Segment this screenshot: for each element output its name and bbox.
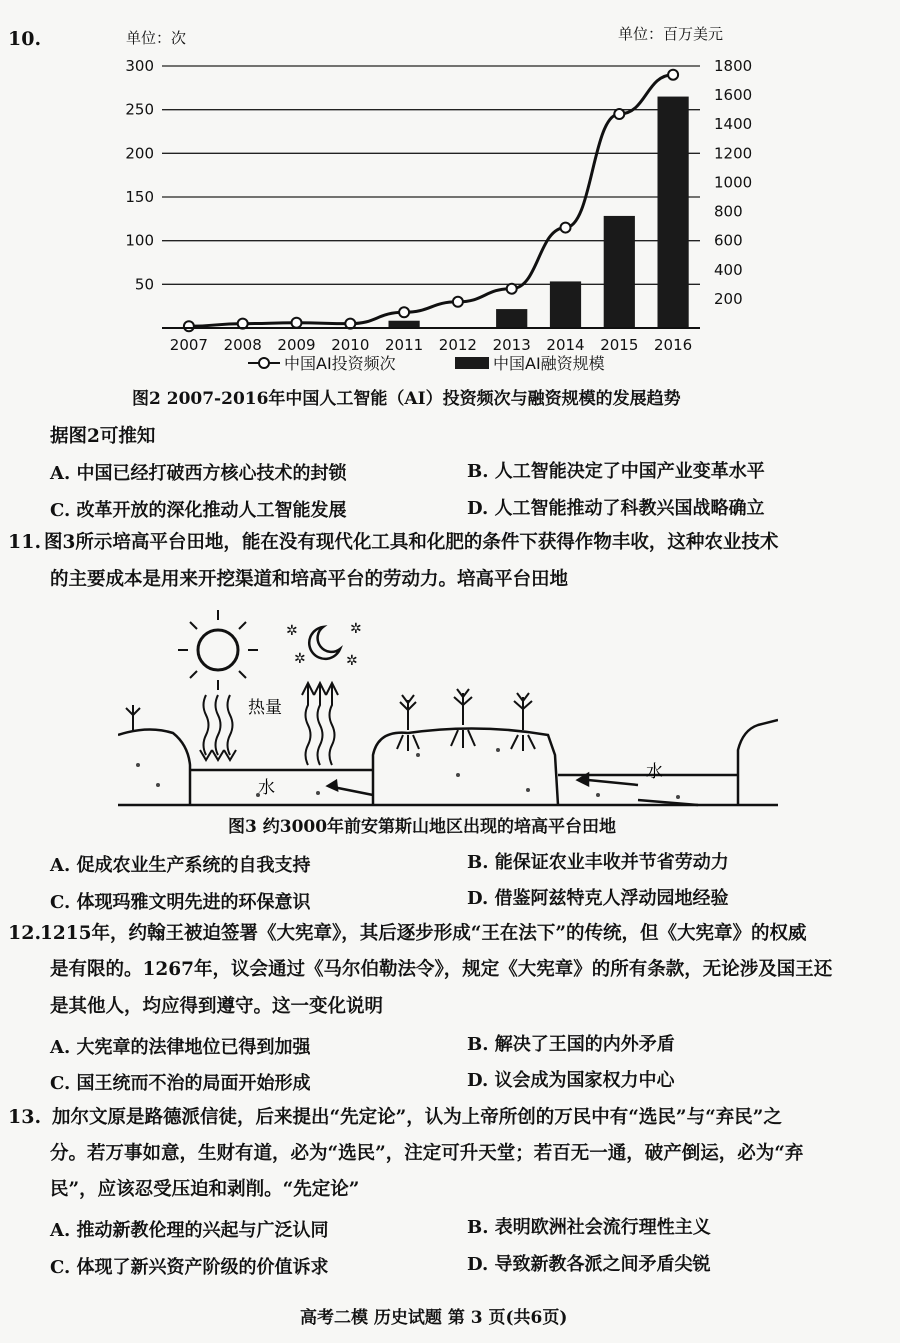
left-tick-label: 200 bbox=[125, 144, 154, 163]
frequency-line bbox=[189, 75, 673, 327]
left-tick-label: 100 bbox=[125, 231, 154, 250]
frequency-point bbox=[184, 321, 194, 331]
x-axis-labels bbox=[170, 336, 692, 354]
financing-bar bbox=[388, 321, 419, 328]
heat-arrows-down bbox=[200, 695, 236, 760]
right-tick-label: 800 bbox=[714, 202, 743, 221]
svg-text:✲: ✲ bbox=[294, 651, 306, 667]
financing-bars bbox=[388, 97, 688, 328]
right-tick-label: 200 bbox=[714, 289, 743, 308]
frequency-point bbox=[292, 318, 302, 328]
left-axis-unit: 单位：次 bbox=[126, 29, 187, 47]
q12-stem-line-3: 是其他人，均应得到遵守。这一变化说明 bbox=[50, 996, 384, 1017]
financing-bar bbox=[550, 281, 581, 328]
x-tick-label: 2014 bbox=[546, 336, 585, 354]
frequency-point bbox=[668, 70, 678, 80]
left-axis-ticks bbox=[125, 57, 154, 293]
q10-option-d: D. 人工智能推动了科教兴国战略确立 bbox=[467, 498, 765, 519]
q13-stem-line-2: 分。若万事如意，生财有道，必为“选民”，注定可升天堂；若百无一通，破产倒运，必为“弃 bbox=[50, 1143, 804, 1164]
sun-icon bbox=[178, 610, 258, 690]
chart-legend bbox=[248, 354, 605, 373]
figure2-caption: 图2 2007-2016年中国人工智能（AI）投资频次与融资规模的发展趋势 bbox=[132, 389, 681, 409]
svg-text:✲: ✲ bbox=[286, 623, 298, 639]
frequency-point bbox=[561, 223, 571, 233]
soil-texture bbox=[136, 748, 680, 799]
heat-label: 热量 bbox=[248, 698, 282, 718]
stars-icon bbox=[286, 621, 362, 669]
left-tick-label: 300 bbox=[125, 57, 154, 75]
frequency-point bbox=[453, 297, 463, 307]
q10-option-b: B. 人工智能决定了中国产业变革水平 bbox=[467, 461, 765, 482]
q11-stem-line-2: 的主要成本是用来开挖渠道和培高平台的劳动力。培高平台田地 bbox=[50, 569, 569, 590]
frequency-point bbox=[614, 109, 624, 119]
legend-financing: 中国AI融资规模 bbox=[493, 354, 605, 373]
question-number-13: 13. bbox=[8, 1106, 42, 1128]
moon-icon bbox=[309, 627, 340, 659]
x-tick-label: 2008 bbox=[223, 336, 262, 354]
left-tick-label: 50 bbox=[134, 275, 154, 294]
q10-stem: 据图2可推知 bbox=[50, 426, 156, 447]
left-tick-label: 250 bbox=[125, 100, 154, 119]
x-tick-label: 2007 bbox=[169, 336, 208, 354]
q12-option-a: A. 大宪章的法律地位已得到加强 bbox=[50, 1037, 311, 1058]
legend-frequency: 中国AI投资频次 bbox=[284, 354, 396, 373]
q13-option-a: A. 推动新教伦理的兴起与广泛认同 bbox=[50, 1220, 329, 1241]
q13-option-b: B. 表明欧洲社会流行理性主义 bbox=[467, 1217, 711, 1238]
right-axis-unit: 单位：百万美元 bbox=[618, 25, 724, 43]
q13-stem-line-3: 民”，应该忍受压迫和剥削。“先定论” bbox=[50, 1179, 360, 1200]
q12-option-c: C. 国王统而不治的局面开始形成 bbox=[50, 1073, 311, 1094]
q11-option-c: C. 体现玛雅文明先进的环保意识 bbox=[50, 892, 311, 913]
right-tick-label: 1400 bbox=[714, 115, 753, 134]
x-tick-label: 2010 bbox=[331, 336, 370, 354]
svg-text:✲: ✲ bbox=[350, 621, 362, 637]
question-number-11: 11. bbox=[8, 531, 42, 553]
q12-stem-line-1: 1215年，约翰王被迫签署《大宪章》，其后逐步形成“王在法下”的传统，但《大宪章》的权威 bbox=[40, 923, 807, 944]
financing-bar bbox=[604, 216, 635, 328]
q11-option-d: D. 借鉴阿兹特克人浮动园地经验 bbox=[467, 888, 729, 909]
right-tick-label: 400 bbox=[714, 260, 743, 279]
q13-option-d: D. 导致新教各派之间矛盾尖锐 bbox=[467, 1254, 711, 1275]
financing-bar bbox=[496, 309, 527, 328]
right-tick-label: 1800 bbox=[714, 57, 753, 75]
svg-text:✲: ✲ bbox=[346, 653, 358, 669]
terrain-outline bbox=[118, 720, 778, 805]
q13-stem-line-1: 加尔文原是路德派信徒，后来提出“先定论”，认为上帝所创的万民中有“选民”与“弃民”之 bbox=[52, 1107, 782, 1128]
q11-option-a: A. 促成农业生产系统的自我支持 bbox=[50, 855, 311, 876]
raised-field-illustration bbox=[118, 605, 778, 815]
page-footer: 高考二模 历史试题 第 3 页(共6页) bbox=[300, 1308, 568, 1328]
q12-stem-line-2: 是有限的。1267年，议会通过《马尔伯勒法令》，规定《大宪章》的所有条款，无论涉及国王还 bbox=[50, 959, 833, 980]
question-number-12: 12. bbox=[8, 922, 42, 944]
figure3-caption: 图3 约3000年前安第斯山地区出现的培高平台田地 bbox=[228, 817, 617, 837]
x-tick-label: 2015 bbox=[600, 336, 639, 354]
financing-bar bbox=[657, 97, 688, 328]
right-axis-ticks bbox=[714, 57, 752, 308]
legend-circle-marker bbox=[259, 358, 269, 368]
question-number-10: 10. bbox=[8, 28, 42, 50]
x-tick-label: 2011 bbox=[385, 336, 424, 354]
x-tick-label: 2009 bbox=[277, 336, 316, 354]
left-tick-label: 150 bbox=[125, 188, 154, 206]
water-label-left: 水 bbox=[258, 778, 275, 798]
investment-chart bbox=[100, 18, 780, 383]
q11-option-b: B. 能保证农业丰收并节省劳动力 bbox=[467, 852, 729, 873]
frequency-point bbox=[507, 284, 517, 294]
q13-option-c: C. 体现了新兴资产阶级的价值诉求 bbox=[50, 1257, 329, 1278]
x-tick-label: 2013 bbox=[492, 336, 531, 354]
q11-stem-line-1: 图3所示培高平台田地，能在没有现代化工具和化肥的条件下获得作物丰收，这种农业技术 bbox=[44, 532, 779, 553]
right-tick-label: 1600 bbox=[714, 86, 753, 105]
right-tick-label: 1000 bbox=[714, 173, 753, 192]
heat-arrows-up bbox=[302, 683, 338, 765]
q12-option-b: B. 解决了王国的内外矛盾 bbox=[467, 1034, 675, 1055]
q12-option-d: D. 议会成为国家权力中心 bbox=[467, 1070, 675, 1091]
water-label-right: 水 bbox=[646, 762, 663, 782]
frequency-point bbox=[399, 307, 409, 317]
x-tick-label: 2016 bbox=[654, 336, 693, 354]
right-tick-label: 600 bbox=[714, 231, 743, 250]
legend-bar-marker bbox=[455, 357, 489, 369]
water-flow-arrows bbox=[328, 774, 698, 805]
q10-option-c: C. 改革开放的深化推动人工智能发展 bbox=[50, 500, 347, 521]
x-tick-label: 2012 bbox=[438, 336, 477, 354]
q10-option-a: A. 中国已经打破西方核心技术的封锁 bbox=[50, 463, 347, 484]
right-tick-label: 1200 bbox=[714, 144, 753, 163]
